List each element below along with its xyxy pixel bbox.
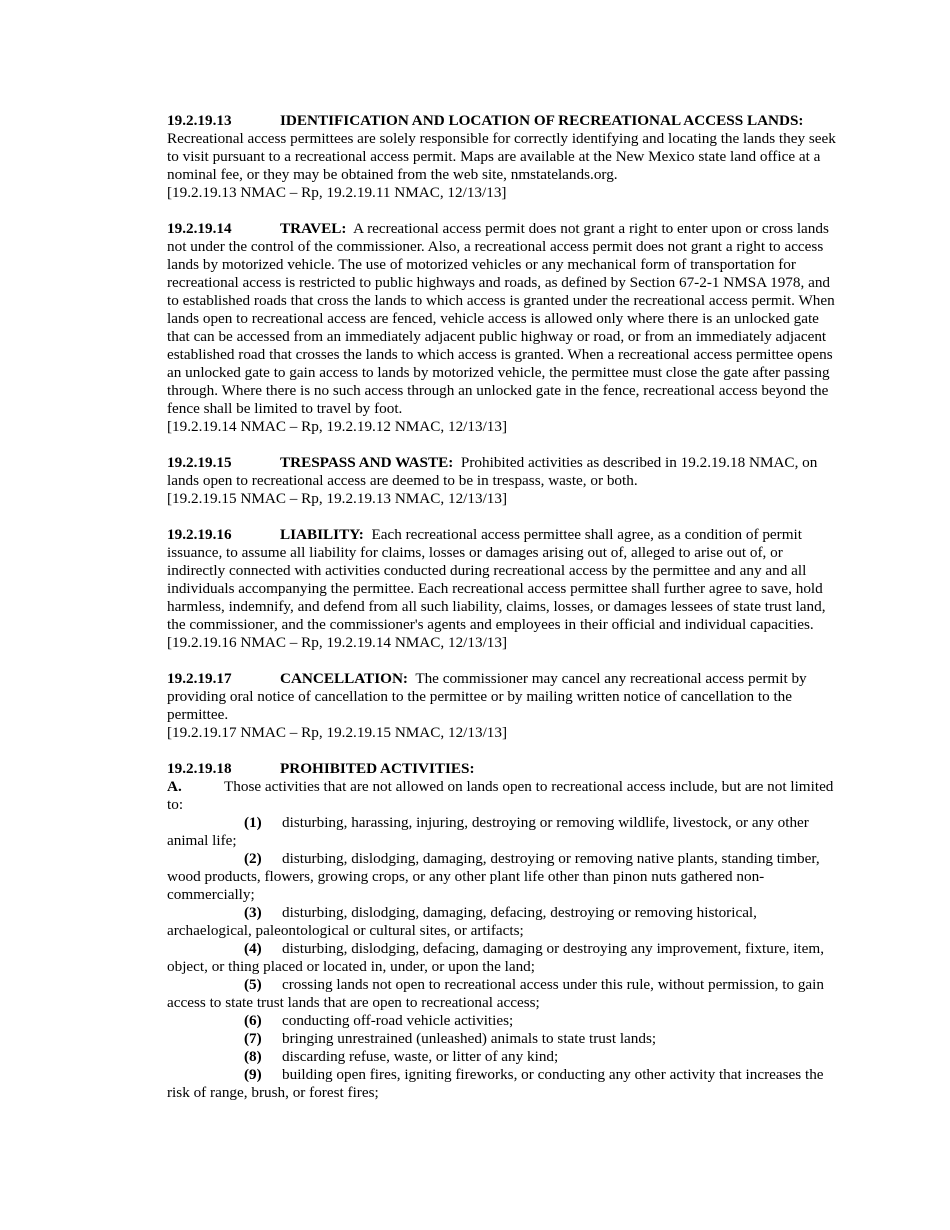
section-body: Recreational access permittees are solely responsible for correctly identifying and locating the lands they seek to visit pursuant to a recreational access permit. Maps are available at the New Mexico state land office at a nominal fee, or they may be obtained from the web site, nmstatelands.org. <box>167 130 836 183</box>
section-19-2-19-14 <box>167 220 839 436</box>
document-page <box>167 112 839 1120</box>
section-title: CANCELLATION: <box>280 670 408 687</box>
list-item <box>167 814 839 850</box>
section-number: 19.2.19.18 <box>167 760 232 777</box>
section-19-2-19-13 <box>167 112 839 202</box>
item-text: disturbing, harassing, injuring, destroying or removing wildlife, livestock, or any other animal life; <box>167 814 809 849</box>
subsection-a-text: Those activities that are not allowed on lands open to recreational access include, but are not limited to: <box>167 778 834 813</box>
section-19-2-19-18 <box>167 760 839 1102</box>
list-item <box>167 1012 839 1030</box>
list-item <box>167 1048 839 1066</box>
section-history: [19.2.19.13 NMAC – Rp, 19.2.19.11 NMAC, 12/13/13] <box>167 184 507 201</box>
section-body: A recreational access permit does not grant a right to enter upon or cross lands not under the control of the commissioner. Also, a recreational access permit does not grant a right to access lands by motorized vehicle. The use of motorized vehicles or any mechanical form of transportation for recreational access is restricted to public highways and roads, as defined by Section 67-2-1 NMSA 1978, and to established roads that cross the lands to which access is granted under the recreational access permit. When lands open to recreational access are fenced, vehicle access is allowed only where there is an unlocked gate that can be accessed from an immediately adjacent public highway or road, or from an immediately adjacent established road that crosses the lands to which access is granted. When a recreational access permittee opens an unlocked gate to gain access to lands by motorized vehicle, the permittee must close the gate after passing through. Where there is no such access through an unlocked gate in the fence, recreational access beyond the fence shall be limited to travel by foot. <box>167 220 835 417</box>
list-item <box>167 904 839 940</box>
section-title: TRAVEL: <box>280 220 347 237</box>
section-number: 19.2.19.14 <box>167 220 232 237</box>
section-history: [19.2.19.17 NMAC – Rp, 19.2.19.15 NMAC, 12/13/13] <box>167 724 508 741</box>
item-label: (5) <box>244 976 262 993</box>
subsection-a <box>167 778 839 814</box>
section-body: Each recreational access permittee shall agree, as a condition of permit issuance, to assume all liability for claims, losses or damages arising out of, alleged to arise out of, or indirectly connected with activities conducted during recreational access by the permittee and any and all individuals accompanying the permittee. Each recreational access permittee shall further agree to save, hold harmless, indemnify, and defend from all such liability, claims, losses, or damages lessees of state trust land, the commissioner, and the commissioner's agents and employees in their official and individual capacities. <box>167 526 826 633</box>
item-label: (7) <box>244 1030 262 1047</box>
section-number: 19.2.19.16 <box>167 526 232 543</box>
section-title: TRESPASS AND WASTE: <box>280 454 454 471</box>
section-body: Prohibited activities as described in 19.2.19.18 NMAC, on lands open to recreational access are deemed to be in trespass, waste, or both. <box>167 454 818 489</box>
section-history: [19.2.19.15 NMAC – Rp, 19.2.19.13 NMAC, 12/13/13] <box>167 490 508 507</box>
section-19-2-19-17 <box>167 670 839 742</box>
list-item <box>167 1066 839 1102</box>
list-item <box>167 940 839 976</box>
section-number: 19.2.19.17 <box>167 670 232 687</box>
section-title: PROHIBITED ACTIVITIES: <box>280 760 475 777</box>
item-text: disturbing, dislodging, damaging, defacing, destroying or removing historical, archaelogical, paleontological or cultural sites, or artifacts; <box>167 904 757 939</box>
item-text: crossing lands not open to recreational access under this rule, without permission, to gain access to state trust lands that are open to recreational access; <box>167 976 824 1011</box>
list-item <box>167 1030 839 1048</box>
section-title: IDENTIFICATION AND LOCATION OF RECREATIONAL ACCESS LANDS: <box>280 112 804 129</box>
item-label: (3) <box>244 904 262 921</box>
list-item <box>167 850 839 904</box>
section-19-2-19-15 <box>167 454 839 508</box>
item-label: (1) <box>244 814 262 831</box>
section-title: LIABILITY: <box>280 526 364 543</box>
item-label: (2) <box>244 850 262 867</box>
item-text: building open fires, igniting fireworks, or conducting any other activity that increases the risk of range, brush, or forest fires; <box>167 1066 824 1101</box>
section-body: The commissioner may cancel any recreational access permit by providing oral notice of cancellation to the permittee or by mailing written notice of cancellation to the permittee. <box>167 670 807 723</box>
item-text: disturbing, dislodging, damaging, destroying or removing native plants, standing timber, wood products, flowers, growing crops, or any other plant life other than pinon nuts gathered non-commercially; <box>167 850 820 903</box>
item-text: conducting off-road vehicle activities; <box>282 1012 514 1029</box>
item-label: (9) <box>244 1066 262 1083</box>
item-text: disturbing, dislodging, defacing, damaging or destroying any improvement, fixture, item, object, or thing placed or located in, under, or upon the land; <box>167 940 825 975</box>
item-label: (6) <box>244 1012 262 1029</box>
item-text: bringing unrestrained (unleashed) animals to state trust lands; <box>282 1030 657 1047</box>
section-number: 19.2.19.15 <box>167 454 232 471</box>
item-text: discarding refuse, waste, or litter of any kind; <box>282 1048 559 1065</box>
section-history: [19.2.19.14 NMAC – Rp, 19.2.19.12 NMAC, 12/13/13] <box>167 418 508 435</box>
section-number: 19.2.19.13 <box>167 112 232 129</box>
list-item <box>167 976 839 1012</box>
section-history: [19.2.19.16 NMAC – Rp, 19.2.19.14 NMAC, 12/13/13] <box>167 634 508 651</box>
section-19-2-19-16 <box>167 526 839 652</box>
subsection-a-label: A. <box>167 778 182 795</box>
prohibited-items-list <box>167 814 839 1102</box>
item-label: (8) <box>244 1048 262 1065</box>
item-label: (4) <box>244 940 262 957</box>
